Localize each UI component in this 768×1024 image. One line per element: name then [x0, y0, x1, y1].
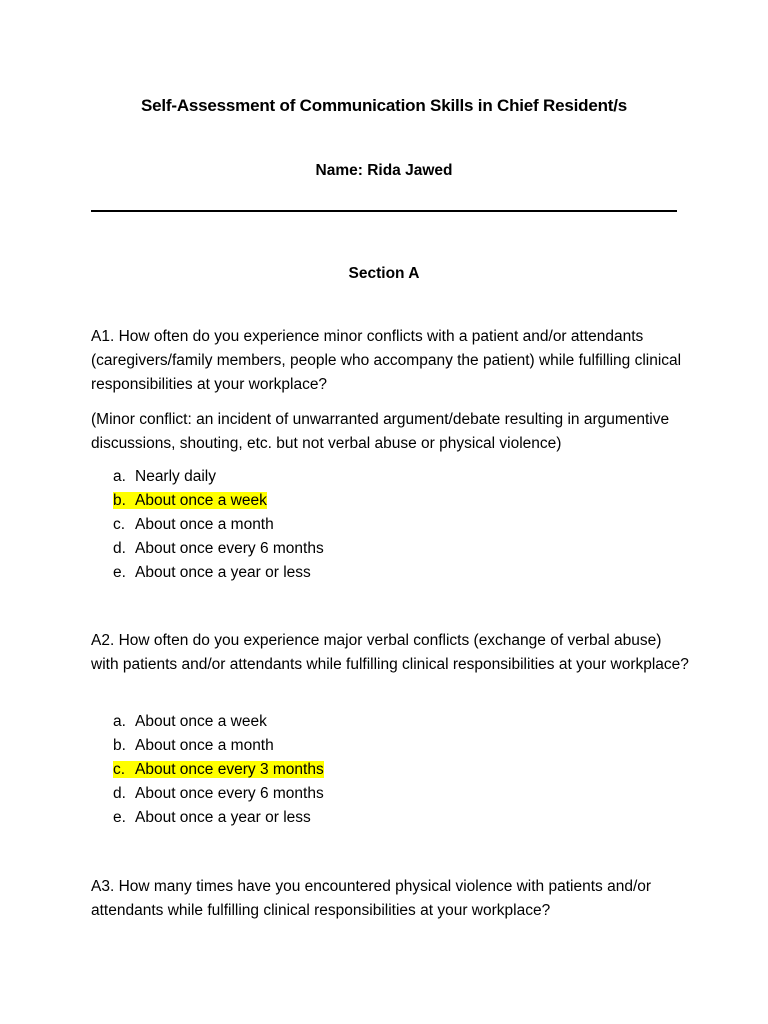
option-letter: d. [113, 540, 126, 557]
option-label: About once a week [135, 713, 267, 730]
option-a2-b[interactable] [113, 734, 324, 758]
option-label: About once a year or less [135, 564, 311, 581]
option-a2-d[interactable] [113, 782, 324, 806]
option-letter: b. [113, 492, 126, 509]
question-a2-options [113, 710, 324, 830]
option-a1-b[interactable] [113, 489, 324, 513]
option-letter: e. [113, 564, 126, 581]
option-label: About once every 6 months [135, 540, 324, 557]
option-label: About once a month [135, 737, 274, 754]
option-a2-c[interactable] [113, 758, 324, 782]
option-a2-a[interactable] [113, 710, 324, 734]
option-a1-e[interactable] [113, 561, 324, 585]
option-letter: b. [113, 737, 126, 754]
option-label: About once a month [135, 516, 274, 533]
section-heading: Section A [348, 265, 420, 282]
question-a2-text: A2. How often do you experience major verbal conflicts (exchange of verbal abuse) with patients and/or attendants while fulfilling clinical responsibilities at your workplace? [91, 632, 689, 673]
respondent-name: Name: Rida Jawed [315, 162, 453, 179]
question-a2 [91, 629, 691, 677]
divider-line [91, 210, 677, 212]
question-a3 [91, 875, 691, 923]
option-letter: e. [113, 809, 126, 826]
option-label: About once every 6 months [135, 785, 324, 802]
option-letter: a. [113, 713, 126, 730]
question-a1-note-text: (Minor conflict: an incident of unwarranted argument/debate resulting in argumentive discussions, shouting, etc. but not verbal abuse or physical violence) [91, 411, 670, 452]
option-label: About once a year or less [135, 809, 311, 826]
option-label-selected: About once a week [135, 492, 267, 509]
question-a1-note [91, 408, 691, 456]
option-a1-c[interactable] [113, 513, 324, 537]
option-letter: c. [113, 516, 126, 533]
option-letter: a. [113, 468, 126, 485]
option-label-selected: About once every 3 months [135, 761, 324, 778]
option-a1-a[interactable] [113, 465, 324, 489]
option-a2-e[interactable] [113, 806, 324, 830]
question-a1-text: A1. How often do you experience minor conflicts with a patient and/or attendants (caregivers/family members, people who accompany the patient) while fulfilling clinical responsibilities at your workplace? [91, 328, 682, 393]
option-letter: c. [113, 761, 126, 778]
question-a1 [91, 325, 691, 397]
question-a1-options [113, 465, 324, 585]
option-label: Nearly daily [135, 468, 216, 485]
option-letter: d. [113, 785, 126, 802]
option-a1-d[interactable] [113, 537, 324, 561]
document-title: Self-Assessment of Communication Skills in Chief Resident/s [140, 96, 628, 115]
question-a3-text: A3. How many times have you encountered physical violence with patients and/or attendants while fulfilling clinical responsibilities at your workplace? [91, 878, 652, 919]
